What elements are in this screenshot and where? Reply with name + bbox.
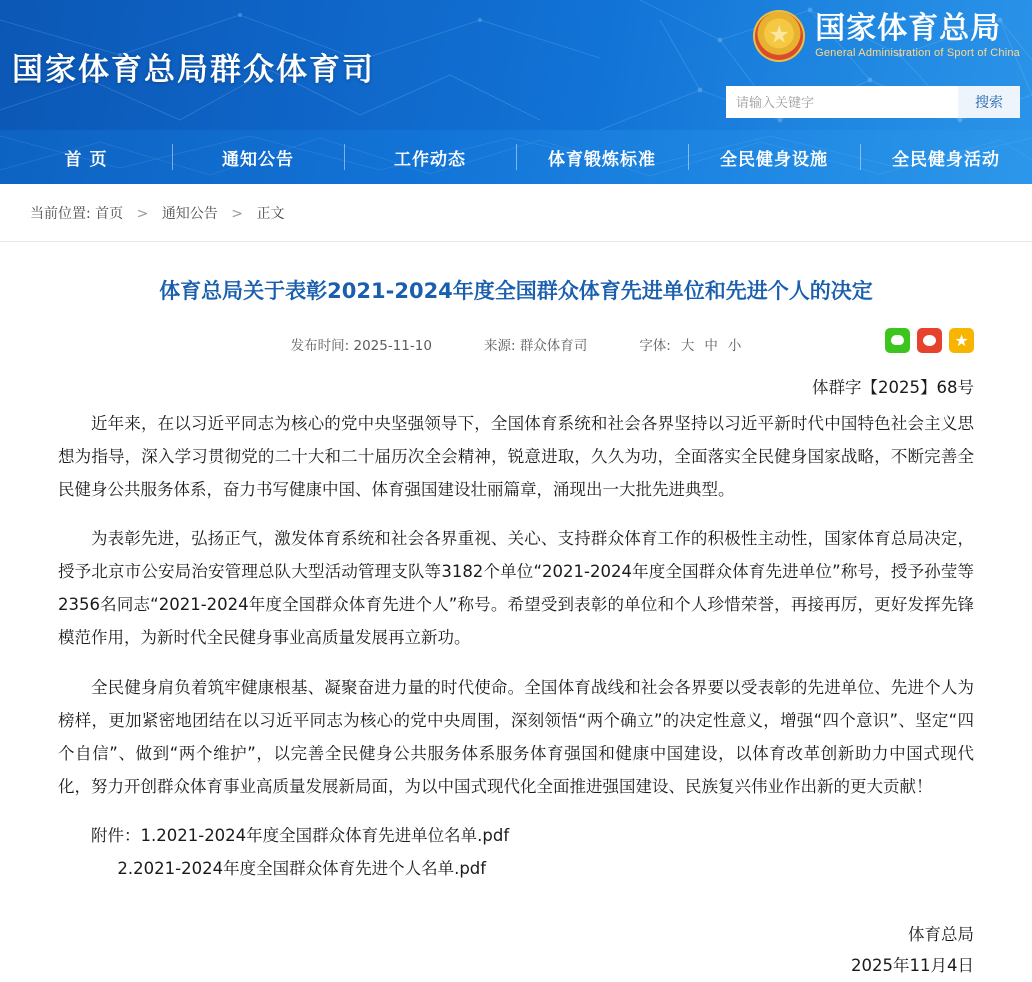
nav-item-home[interactable] xyxy=(0,130,172,184)
signature-org: 体育总局 xyxy=(908,925,974,944)
nav-item-label: 首 页 xyxy=(64,149,108,170)
favorite-star-icon[interactable]: ★ xyxy=(949,328,974,353)
nav-item-notice[interactable] xyxy=(172,130,344,184)
font-size-small[interactable]: 小 xyxy=(727,337,742,354)
publish-time-label: 发布时间: xyxy=(290,337,350,354)
national-emblem-icon xyxy=(753,10,805,62)
page-title: 体育总局关于表彰2021-2024年度全国群众体育先进单位和先进个人的决定 xyxy=(159,279,873,303)
publish-time xyxy=(291,334,432,354)
signature-date: 2025年11月4日 xyxy=(851,956,974,976)
article-paragraph: 近年来，在以习近平同志为核心的党中央坚强领导下，全国体育系统和社会各界坚持以习近平新时代中国特色社会主义思想为指导，深入学习贯彻党的二十大和二十届历次全会精神，锐意进取，久久为功，全面落实全民健身国家战略，不断完善全民健身公共服务体系，奋力书写健康中国、体育强国建设壮丽篇章，涌现出一大批先进典型。 xyxy=(58,413,974,499)
article-meta xyxy=(58,330,974,354)
nav-item-fitness-facilities[interactable] xyxy=(688,130,860,184)
brand-block xyxy=(753,10,1020,62)
site-header xyxy=(0,0,1032,130)
source xyxy=(484,334,587,354)
font-size-switcher xyxy=(639,334,741,354)
source-value: 群众体育司 xyxy=(519,337,588,354)
font-size-medium[interactable]: 中 xyxy=(704,337,718,354)
source-label: 来源: xyxy=(483,337,516,354)
brand-name-cn: 国家体育总局 xyxy=(815,11,1002,47)
breadcrumb xyxy=(30,203,284,223)
breadcrumb-bar xyxy=(0,184,1032,242)
breadcrumb-item-home[interactable]: 首页 xyxy=(95,205,124,222)
site-title: 国家体育总局群众体育司 xyxy=(12,52,375,88)
article-paragraph: 为表彰先进，弘扬正气，激发体育系统和社会各界重视、关心、支持群众体育工作的积极性主动性，国家体育总局决定，授予北京市公安局治安管理总队大型活动管理支队等3182个单位“2021-2024年度全国群众体育先进单位”称号，授予孙莹等2356名同志“2021-2024年度全国群众体育先进个人”称号。希望受到表彰的单位和个人珍惜荣誉，再接再厉，更好发挥先锋模范作用，为新时代全民健身事业高质量发展再立新功。 xyxy=(58,529,974,647)
share-bar xyxy=(885,328,974,353)
font-size-large[interactable]: 大 xyxy=(680,337,695,354)
attachment-link-1[interactable]: 附件：1.2021-2024年度全国群众体育先进单位名单.pdf xyxy=(91,826,510,845)
main-navigation xyxy=(0,130,1032,184)
breadcrumb-separator: > xyxy=(136,205,149,222)
nav-item-label: 全民健身设施 xyxy=(720,149,828,170)
nav-item-work-updates[interactable] xyxy=(344,130,516,184)
weibo-share-icon[interactable] xyxy=(917,328,942,353)
document-number: 体群字【2025】68号 xyxy=(812,377,974,397)
search-input[interactable] xyxy=(726,86,958,118)
wechat-share-icon[interactable] xyxy=(885,328,910,353)
nav-item-label: 全民健身活动 xyxy=(892,149,1000,170)
breadcrumb-prefix: 当前位置: xyxy=(30,205,91,222)
brand-name-en: General Administration of Sport of China xyxy=(815,46,1020,59)
article-paragraph: 全民健身肩负着筑牢健康根基、凝聚奋进力量的时代使命。全国体育战线和社会各界要以受表彰的先进单位、先进个人为榜样，更加紧密地团结在以习近平同志为核心的党中央周围，深刻领悟“两个确立”的决定性意义，增强“四个意识”、坚定“四个自信”、做到“两个维护”，以完善全民健身公共服务体系服务体育强国和健康中国建设，以体育改革创新助力中国式现代化，努力开创群众体育事业高质量发展新局面，为以中国式现代化全面推进强国建设、民族复兴伟业作出新的更大贡献！ xyxy=(58,677,974,796)
breadcrumb-item-notice[interactable]: 通知公告 xyxy=(161,205,218,222)
article xyxy=(0,242,1032,982)
nav-item-exercise-standard[interactable] xyxy=(516,130,688,184)
publish-time-value: 2025-11-10 xyxy=(353,337,432,354)
nav-item-label: 工作动态 xyxy=(394,149,466,170)
nav-item-label: 体育锻炼标准 xyxy=(548,149,656,170)
nav-item-label: 通知公告 xyxy=(222,149,294,170)
attachment-link-2[interactable]: 2.2021-2024年度全国群众体育先进个人名单.pdf xyxy=(117,859,487,878)
nav-item-fitness-activities[interactable] xyxy=(860,130,1032,184)
search-box xyxy=(726,86,1020,118)
breadcrumb-item-current: 正文 xyxy=(256,205,285,222)
font-size-label: 字体: xyxy=(639,337,671,354)
search-button[interactable]: 搜索 xyxy=(958,86,1020,118)
signature-block xyxy=(58,919,974,982)
breadcrumb-separator: > xyxy=(231,205,243,222)
